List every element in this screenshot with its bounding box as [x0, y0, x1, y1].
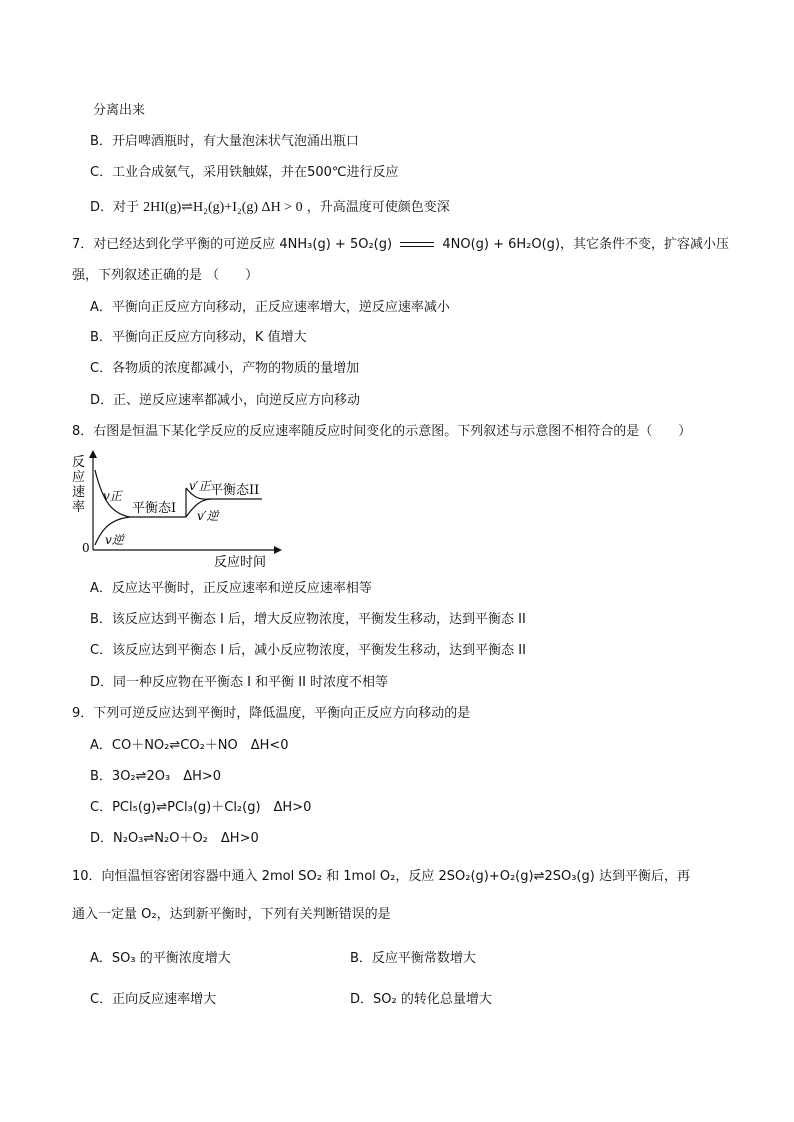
- y-label-char-4: 率: [72, 500, 86, 515]
- y-label-char-3: 速: [72, 485, 86, 500]
- rate-time-diagram: [68, 448, 288, 573]
- q8-option-d: D．同一种反应物在平衡态 I 和平衡 II 时浓度不相等: [90, 675, 389, 690]
- q7-option-b: B．平衡向正反应方向移动，K 值增大: [90, 330, 307, 345]
- q9-option-b: B．3O₂⇌2O₃ ΔH>0: [90, 769, 222, 784]
- q10-stem-line1: 10．向恒温恒容密闭容器中通入 2mol SO₂ 和 1mol O₂，反应 2SO₂(g)+O₂(g)⇌2SO₃(g) 达到平衡后，再: [72, 869, 690, 884]
- y-label-char-2: 应: [72, 470, 86, 485]
- q7-stem-before-arrow: 7．对已经达到化学平衡的可逆反应 4NH₃(g) + 5O₂(g): [72, 237, 393, 252]
- q9-option-c: C．PCl₅(g)⇌PCl₃(g)＋Cl₂(g) ΔH>0: [90, 800, 312, 815]
- q8-option-a: A．反应达平衡时，正反应速率和逆反应速率相等: [90, 581, 372, 596]
- x-label: 反应时间: [214, 555, 267, 570]
- q7-stem-line1: [72, 236, 729, 254]
- q10-option-b: B．反应平衡常数增大: [350, 951, 476, 966]
- q7-option-c: C．各物质的浓度都减小，产物的物质的量增加: [90, 361, 360, 376]
- v-forward-prime-label: v′正: [189, 479, 211, 493]
- q8-option-c: C．该反应达到平衡态 I 后，减小反应物浓度，平衡发生移动，达到平衡态 II: [90, 643, 526, 658]
- q6-option-d-equation: 2HI(g)⇌H₂(g)+I₂(g) ΔH > 0: [143, 200, 303, 215]
- q7-stem-line2: 强，下列叙述正确的是 （ ）: [72, 268, 259, 283]
- q6-option-d: [90, 199, 450, 217]
- x-axis-arrow-icon: [274, 546, 282, 554]
- q7-option-d: D．正、逆反应速率都减小，向逆反应方向移动: [90, 393, 361, 408]
- origin-label: 0: [82, 541, 90, 555]
- state-2-label: 平衡态II: [210, 483, 260, 498]
- q6-option-d-suffix: ，升高温度可使颜色变深: [306, 200, 450, 215]
- q10-option-c: C．正向反应速率增大: [90, 992, 217, 1007]
- q10-option-a: A．SO₃ 的平衡浓度增大: [90, 951, 231, 966]
- q10-option-d: D．SO₂ 的转化总量增大: [350, 992, 492, 1007]
- q7-option-a: A．平衡向正反应方向移动，正反应速率增大，逆反应速率减小: [90, 300, 450, 315]
- state-1-label: 平衡态I: [132, 501, 177, 516]
- q9-option-d: D．N₂O₃⇌N₂O＋O₂ ΔH>0: [90, 831, 259, 846]
- equilibrium-arrow-icon: [400, 241, 434, 249]
- q7-stem-after-arrow: 4NO(g) + 6H₂O(g)，其它条件不变，扩容减小压: [442, 237, 730, 252]
- y-axis-arrow-icon: [89, 450, 97, 458]
- v-reverse-prime-label: v′逆: [197, 509, 219, 523]
- q10-stem-line2: 通入一定量 O₂，达到新平衡时，下列有关判断错误的是: [72, 907, 391, 922]
- q6-option-d-prefix: D．对于: [90, 200, 140, 215]
- y-label-char-1: 反: [72, 455, 86, 470]
- q6-option-c: C．工业合成氨气，采用铁触媒，并在500℃进行反应: [90, 165, 399, 180]
- q6-option-b: B．开启啤酒瓶时，有大量泡沫状气泡涌出瓶口: [90, 134, 359, 149]
- q8-stem: 8．右图是恒温下某化学反应的反应速率随反应时间变化的示意图。下列叙述与示意图不相符合的是（ ）: [72, 424, 692, 439]
- q6-continuation: 分离出来: [93, 103, 146, 118]
- q9-stem: 9．下列可逆反应达到平衡时，降低温度，平衡向正反应方向移动的是: [72, 706, 471, 721]
- v-reverse-label: v逆: [105, 533, 124, 547]
- q9-option-a: A．CO＋NO₂⇌CO₂＋NO ΔH<0: [90, 738, 289, 753]
- q8-option-b: B．该反应达到平衡态 I 后，增大反应物浓度，平衡发生移动，达到平衡态 II: [90, 612, 526, 627]
- v-forward-label: v正: [103, 489, 122, 503]
